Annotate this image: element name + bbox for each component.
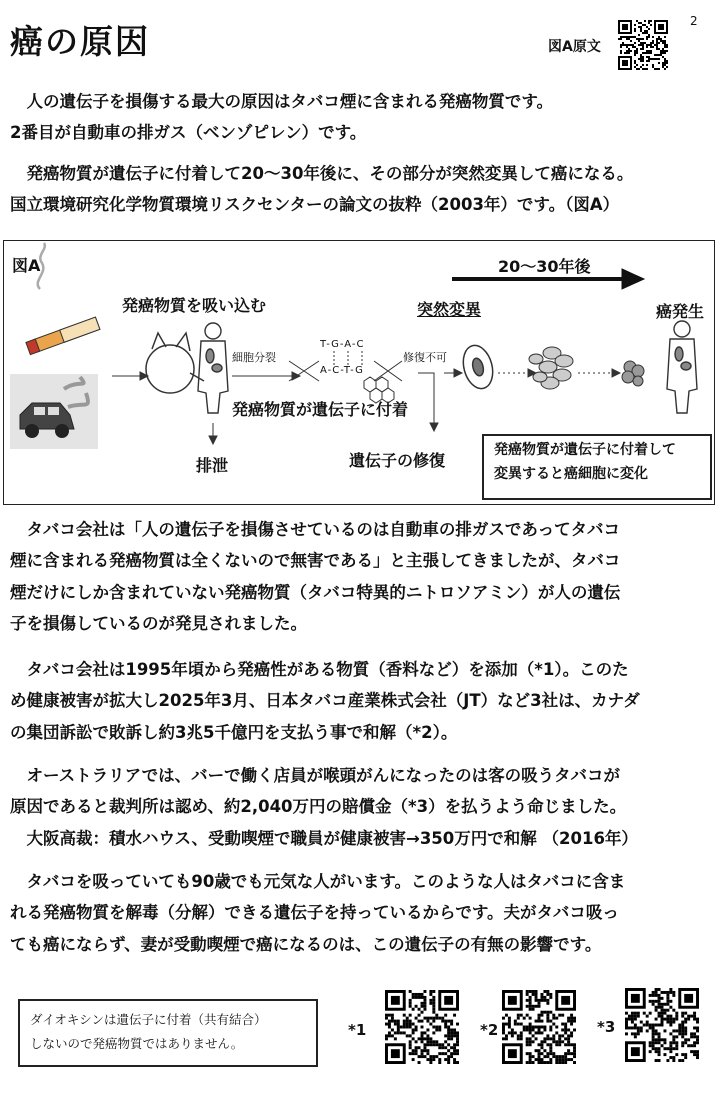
excretion-label: 排泄 — [196, 456, 229, 475]
head-icon — [146, 333, 204, 393]
intro-paragraph-1 — [10, 86, 710, 149]
text-line: め健康被害が拡大し2025年3月、日本タバコ産業株式会社（JT）など3社は、カナダ — [10, 691, 640, 711]
human-body-icon-2 — [667, 321, 697, 413]
dna-icon — [289, 351, 402, 381]
text-line: ても癌にならず、妻が受動喫煙で癌になるのは、この遺伝子の有無の影響です。 — [10, 934, 602, 954]
body-paragraph-6 — [10, 866, 710, 960]
body-paragraph-5 — [10, 760, 710, 854]
text-line: オーストラリアでは、バーで働く店員が喉頭がんになったのは客の吸うタバコが — [10, 766, 621, 785]
cigarette-icon — [26, 243, 100, 355]
figure-a — [3, 240, 715, 505]
qr-code-ref-2[interactable] — [502, 990, 576, 1064]
cell-cluster-icon — [529, 347, 573, 389]
text-line: タバコを吸っていても90歳でも元気な人がいます。このような人はタバコに含ま — [10, 872, 626, 891]
arrow-progression-2 — [578, 369, 620, 377]
attach-label: 発癌物質が遺伝子に付着 — [232, 400, 409, 419]
qr-code-ref-1[interactable] — [385, 990, 459, 1064]
text-line: 発癌物質が遺伝子に付着して20〜30年後に、その部分が突然変異して癌になる。 — [10, 164, 634, 183]
note-line: しないので発癌物質ではありません。 — [30, 1035, 244, 1051]
cell-division-label: 細胞分裂 — [232, 351, 276, 364]
body-paragraph-4 — [10, 654, 710, 748]
text-line: 2番目が自動車の排ガス（ベンゾピレン）です。 — [10, 123, 367, 143]
qr-label-figure-a: 図A原文 — [548, 39, 601, 55]
arrow-repair — [418, 373, 438, 431]
dioxin-note-box — [18, 999, 318, 1067]
arrow-inhale — [112, 372, 148, 380]
text-line: 煙だけにしか含まれていない発癌物質（タバコ特異的ニトロソアミン）が人の遺伝 — [10, 582, 621, 602]
text-line: 人の遺伝子を損傷する最大の原因はタバコ煙に含まれる発癌物質です。 — [10, 92, 554, 111]
note-line: 変異すると癌細胞に変化 — [494, 465, 648, 482]
tumor-icon — [622, 361, 644, 386]
text-line: 煙に含まれる発癌物質は全くないので無害である」と主張してきましたが、タバコ — [10, 551, 621, 571]
text-line: タバコ会社は「人の遺伝子を損傷させているのは自動車の排ガスであってタバコ — [10, 520, 621, 539]
timeline-label: 20〜30年後 — [498, 257, 591, 276]
intro-paragraph-2 — [10, 158, 710, 221]
arrow-cell-division — [232, 372, 300, 380]
arrow-excretion — [209, 423, 217, 444]
human-body-icon — [198, 323, 228, 413]
inhale-label: 発癌物質を吸い込む — [122, 296, 267, 315]
note-line: ダイオキシンは遺伝子に付着（共有結合） — [30, 1012, 267, 1027]
text-line: れる発癌物質を解毒（分解）できる遺伝子を持っているからです。夫がタバコ吸っ — [10, 903, 619, 923]
arrow-progression-1 — [498, 369, 536, 377]
benzopyrene-icon — [364, 377, 394, 403]
figure-a-illustration — [4, 241, 713, 503]
body-paragraph-3 — [10, 514, 710, 639]
text-line: 国立環境研究化学物質環境リスクセンターの論文の抜粋（2003年）です。（図A） — [10, 195, 620, 215]
figure-label: 図A — [12, 256, 41, 275]
qr-ref-label-1: *1 — [348, 1021, 367, 1039]
note-line: 発癌物質が遺伝子に付着して — [494, 442, 676, 458]
text-line: 原因であると裁判所は認め、約2,040万円の賠償金（*3）を払うよう命じました。 — [10, 797, 627, 817]
text-line: 大阪高裁：積水ハウス、受動喫煙で職員が健康被害→350万円で和解 （2016年） — [10, 828, 638, 848]
mutation-label: 突然変異 — [417, 300, 482, 319]
page-title: 癌の原因 — [10, 22, 150, 61]
qr-ref-label-3: *3 — [597, 1018, 616, 1036]
irreparable-label: 修復不可 — [403, 351, 447, 364]
mutated-cell-icon — [459, 342, 497, 392]
timeline-arrow — [452, 269, 644, 289]
arrow-irreparable — [444, 369, 462, 377]
text-line: タバコ会社は1995年頃から発癌性がある物質（香料など）を添加（*1）。このた — [10, 660, 629, 679]
car-icon — [10, 374, 98, 449]
cancer-onset-label: 癌発生 — [656, 302, 705, 321]
text-line: の集団訴訟で敗訴し約3兆5千億円を支払う事で和解（*2）。 — [10, 722, 458, 742]
repair-label: 遺伝子の修復 — [349, 451, 446, 470]
text-line: 子を損傷しているのが発見されました。 — [10, 614, 307, 634]
qr-code-ref-3[interactable] — [625, 988, 699, 1062]
dna-bottom-strand: A-C-T-G — [320, 365, 364, 376]
qr-ref-label-2: *2 — [480, 1021, 499, 1039]
page-number: 2 — [690, 14, 698, 28]
qr-code-figure-a[interactable] — [618, 20, 668, 70]
dna-top-strand: T-G-A-C — [320, 339, 365, 350]
